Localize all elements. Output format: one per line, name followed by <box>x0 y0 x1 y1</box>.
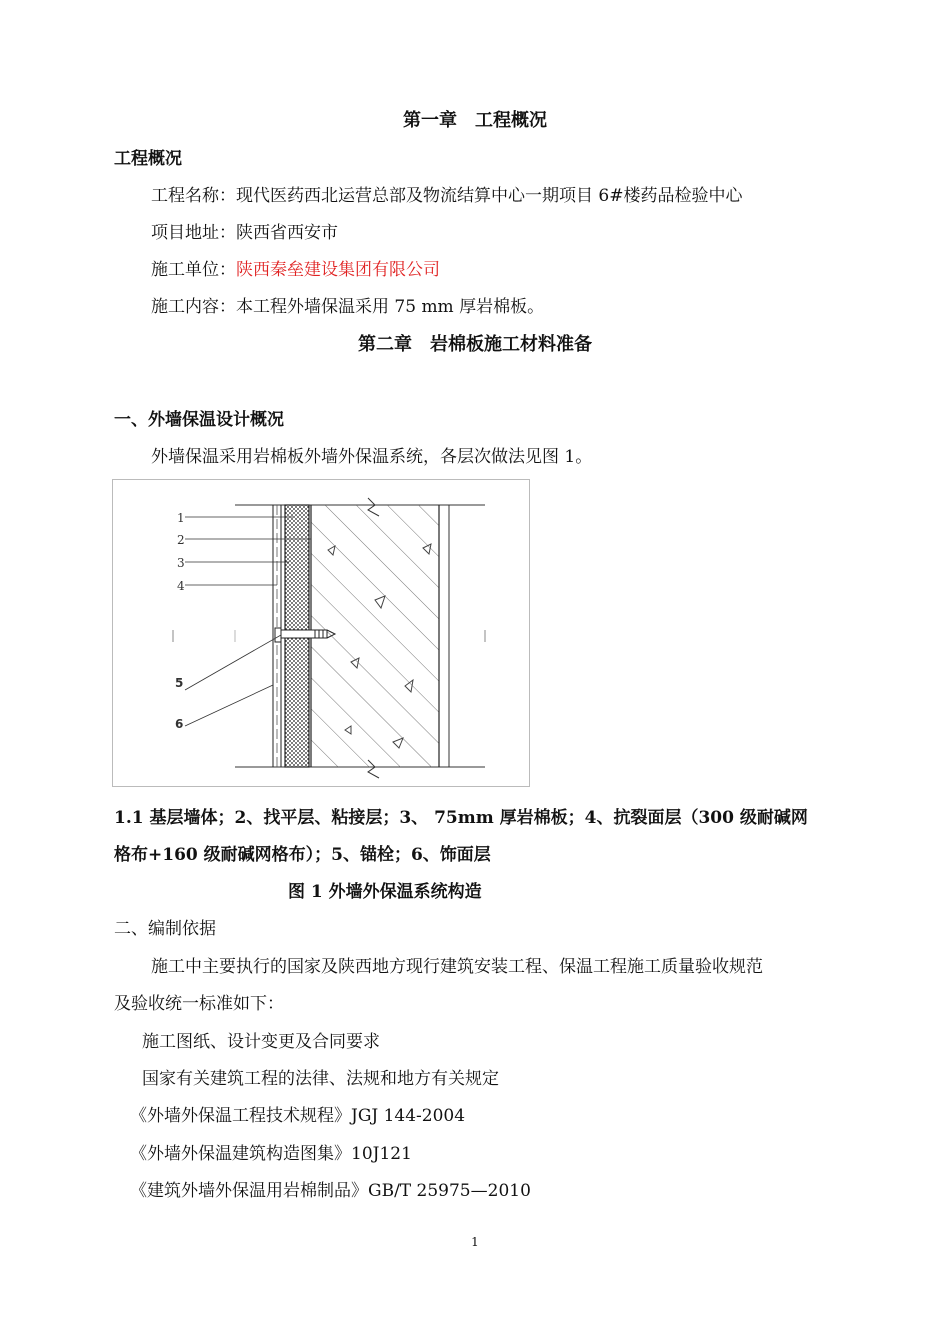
contractor-row <box>151 255 440 280</box>
basis-item: 《外墙外保温工程技术规程》JGJ 144-2004 <box>130 1106 466 1126</box>
project-address-value: 陕西省西安市 <box>236 223 338 243</box>
content-row <box>151 292 544 317</box>
section2-para-line2: 及验收统一标准如下： <box>114 994 284 1014</box>
section1-heading: 一、外墙保温设计概况 <box>114 410 284 430</box>
figure-legend-line2: 格布+160 级耐碱网格布）；5、锚栓；6、饰面层 <box>114 845 491 865</box>
chapter2-title: 第二章 岩棉板施工材料准备 <box>358 334 592 355</box>
project-name-value: 现代医药西北运营总部及物流结算中心一期项目 6#楼药品检验中心 <box>236 186 743 206</box>
contractor-label: 施工单位： <box>151 260 236 280</box>
contractor-value: 陕西秦垒建设集团有限公司 <box>236 260 440 280</box>
basis-item: 国家有关建筑工程的法律、法规和地方有关规定 <box>142 1069 499 1089</box>
wall-section-drawing <box>113 480 529 786</box>
basis-item: 《建筑外墙外保温用岩棉制品》GB/T 25975—2010 <box>130 1181 531 1201</box>
anchor-bolt <box>281 630 327 638</box>
chapter1-title: 第一章 工程概况 <box>403 110 547 131</box>
content-value: 本工程外墙保温采用 75 mm 厚岩棉板。 <box>236 297 545 317</box>
figure-label-5: 5 <box>175 676 184 690</box>
figure-legend-line1: 1.1 基层墙体；2、找平层、粘接层；3、 75mm 厚岩棉板；4、抗裂面层（300 级耐碱网 <box>114 808 808 828</box>
figure-label-4: 4 <box>177 579 185 593</box>
section2-heading: 二、编制依据 <box>114 919 216 939</box>
section2-para-line1: 施工中主要执行的国家及陕西地方现行建筑安装工程、保温工程施工质量验收规范 <box>151 957 763 977</box>
figure-label-3: 3 <box>177 556 185 570</box>
overview-heading: 工程概况 <box>114 149 182 169</box>
page-number: 1 <box>471 1235 479 1249</box>
figure-caption: 图 1 外墙外保温系统构造 <box>288 882 482 902</box>
figure-label-6: 6 <box>175 717 184 731</box>
anchor-head <box>275 628 281 642</box>
project-name-label: 工程名称： <box>151 186 236 206</box>
figure-label-2: 2 <box>177 533 185 547</box>
wall-section-figure <box>112 479 530 787</box>
content-label: 施工内容： <box>151 297 236 317</box>
project-name-row <box>151 181 742 206</box>
project-address-row <box>151 218 338 243</box>
basis-item: 施工图纸、设计变更及合同要求 <box>142 1032 380 1052</box>
project-address-label: 项目地址： <box>151 223 236 243</box>
figure-label-1: 1 <box>177 511 185 525</box>
basis-item: 《外墙外保温建筑构造图集》10J121 <box>130 1144 412 1164</box>
section1-text: 外墙保温采用岩棉板外墙外保温系统，各层次做法见图 1。 <box>151 447 593 467</box>
